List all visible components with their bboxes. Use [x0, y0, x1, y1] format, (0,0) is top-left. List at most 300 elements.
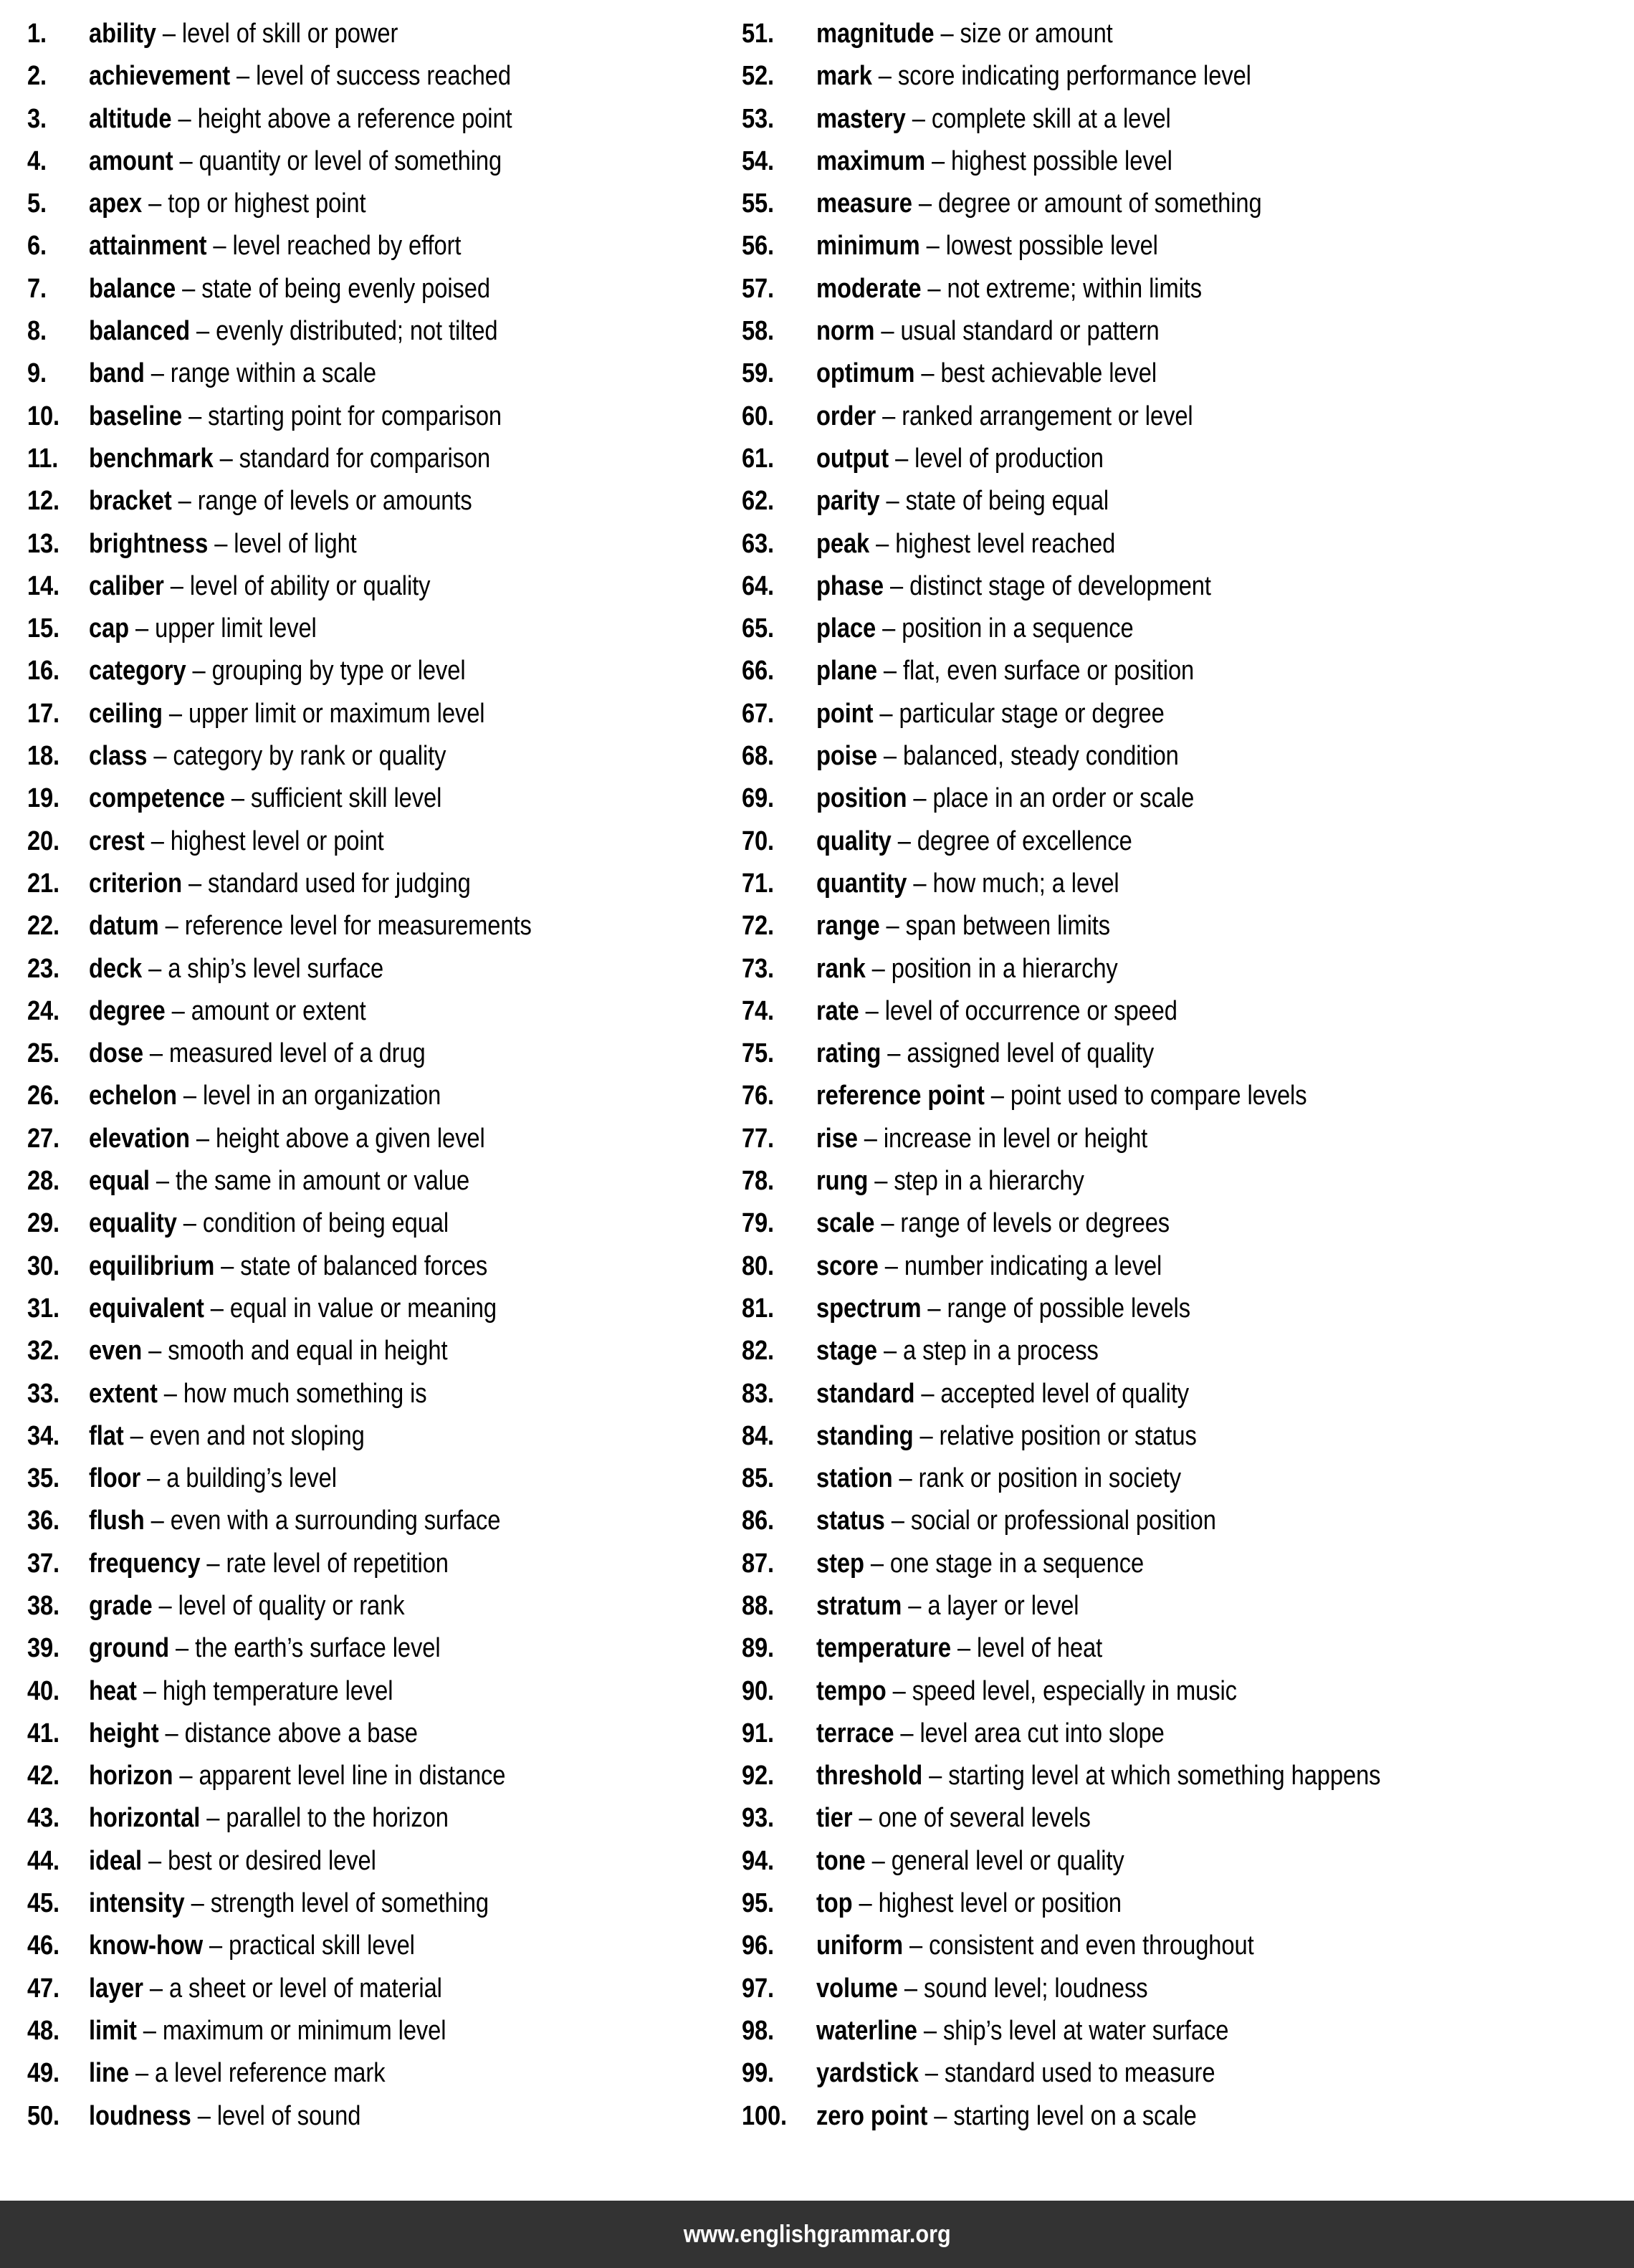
list-item-number: 64. — [742, 570, 774, 601]
list-item-definition: level in an organization — [202, 1081, 441, 1111]
list-item — [27, 693, 742, 735]
list-item-word: scale — [816, 1208, 875, 1239]
list-item-word: score — [816, 1250, 879, 1281]
list-item — [742, 1713, 1634, 1755]
list-item — [742, 1500, 1634, 1542]
list-item-definition: starting level at which something happens — [948, 1761, 1381, 1791]
list-item-separator: – — [144, 358, 171, 389]
list-item-word: height — [89, 1718, 159, 1748]
list-item-separator: – — [874, 316, 901, 347]
list-item-text — [816, 820, 1132, 863]
list-item-separator: – — [208, 528, 234, 559]
list-item-word: temperature — [816, 1633, 951, 1664]
list-item-definition: size or amount — [960, 19, 1113, 49]
list-item-definition: general level or quality — [891, 1845, 1124, 1876]
list-item — [27, 2052, 742, 2095]
list-item-word: ability — [89, 19, 156, 49]
list-item-word: elevation — [89, 1123, 190, 1154]
list-item-definition: level of heat — [977, 1633, 1103, 1664]
list-item-word: extent — [89, 1378, 158, 1409]
list-item-number: 39. — [27, 1633, 59, 1664]
list-item — [742, 1288, 1634, 1330]
list-item-text — [89, 268, 490, 310]
list-item-text — [816, 1202, 1170, 1245]
list-item-word: top — [816, 1888, 853, 1919]
list-item-word: volume — [816, 1973, 898, 2004]
list-item — [27, 523, 742, 565]
list-item-text — [816, 777, 1194, 820]
list-item-number: 16. — [27, 656, 59, 686]
list-item-definition: level of sound — [216, 2100, 361, 2131]
list-item-number: 28. — [27, 1166, 59, 1197]
list-item-text — [89, 990, 366, 1033]
list-item-number: 11. — [27, 443, 59, 474]
list-item-text — [89, 1543, 449, 1585]
list-item — [742, 1415, 1634, 1458]
list-item-text — [89, 2052, 385, 2095]
list-item-definition: category by rank or quality — [173, 741, 446, 772]
list-item-word: class — [89, 741, 148, 772]
list-item-number: 62. — [742, 486, 774, 517]
list-item-separator: – — [864, 1548, 890, 1579]
list-item-number: 99. — [742, 2058, 774, 2089]
list-item-separator: – — [865, 1845, 892, 1876]
list-item-word: ground — [89, 1633, 170, 1664]
list-item-text — [816, 1415, 1197, 1458]
list-item — [742, 1797, 1634, 1839]
list-item-definition: number indicating a level — [904, 1250, 1162, 1281]
list-item-separator: – — [171, 486, 198, 517]
list-item-text — [816, 1925, 1254, 1967]
list-item-word: loudness — [89, 2100, 191, 2131]
list-item-number: 96. — [742, 1930, 774, 1961]
list-item-text — [89, 693, 484, 735]
list-item-definition: maximum or minimum level — [162, 2015, 446, 2046]
list-item — [27, 1925, 742, 1967]
list-item-text — [816, 2095, 1197, 2138]
list-item-word: know-how — [89, 1930, 204, 1961]
list-item-word: point — [816, 698, 874, 729]
list-item-text — [89, 310, 498, 353]
list-item-number: 44. — [27, 1845, 59, 1876]
list-item-text — [816, 608, 1134, 650]
list-item-text — [816, 523, 1115, 565]
list-item — [27, 55, 742, 97]
list-item-number: 93. — [742, 1803, 774, 1834]
list-item-text — [89, 480, 472, 522]
list-item-text — [89, 1245, 487, 1288]
list-item-separator: – — [884, 1506, 911, 1536]
list-item-number: 91. — [742, 1718, 774, 1748]
list-item-text — [89, 1033, 426, 1075]
list-item-definition: level of quality or rank — [178, 1590, 405, 1621]
list-item-text — [816, 905, 1110, 947]
list-item-separator: – — [176, 1081, 203, 1111]
list-item-definition: best achievable level — [940, 358, 1157, 389]
list-item-definition: best or desired level — [168, 1845, 376, 1876]
list-item-text — [816, 1288, 1190, 1330]
list-item-text — [89, 1627, 440, 1670]
list-item-word: spectrum — [816, 1293, 922, 1324]
list-item-word: step — [816, 1548, 864, 1579]
list-item-separator: – — [907, 783, 933, 814]
list-item-word: stage — [816, 1336, 877, 1367]
list-item-number: 76. — [742, 1081, 774, 1111]
list-item-definition: a step in a process — [903, 1336, 1099, 1367]
list-item-number: 98. — [742, 2015, 774, 2046]
list-item-text — [89, 183, 366, 225]
list-item — [27, 140, 742, 183]
list-item-word: layer — [89, 1973, 143, 2004]
list-item-number: 41. — [27, 1718, 59, 1748]
list-item-number: 26. — [27, 1081, 59, 1111]
list-item-word: standing — [816, 1420, 914, 1451]
list-item-text — [89, 55, 511, 97]
list-item-definition: level of ability or quality — [189, 570, 431, 601]
list-item-definition: span between limits — [905, 911, 1111, 942]
list-item — [742, 863, 1634, 905]
list-item — [742, 1925, 1634, 1967]
list-item — [742, 438, 1634, 480]
list-item — [742, 905, 1634, 947]
list-item — [742, 1160, 1634, 1202]
list-item-definition: state of being evenly poised — [201, 273, 490, 304]
list-item-text — [816, 1373, 1189, 1415]
list-item-word: degree — [89, 995, 166, 1026]
list-item-definition: ranked arrangement or level — [902, 401, 1193, 431]
list-item-separator: – — [182, 401, 209, 431]
list-item — [27, 2095, 742, 2138]
list-item — [27, 990, 742, 1033]
list-item — [742, 353, 1634, 395]
list-item-text — [816, 650, 1194, 692]
list-item-text — [816, 1330, 1099, 1372]
list-item-word: rank — [816, 953, 866, 984]
list-item-number: 55. — [742, 188, 774, 219]
list-item-number: 48. — [27, 2015, 59, 2046]
list-item-separator: – — [142, 1336, 168, 1367]
list-item-definition: level of success reached — [256, 61, 511, 92]
list-item — [27, 777, 742, 820]
list-item-text — [816, 1882, 1122, 1925]
list-item-text — [816, 225, 1158, 267]
list-item-definition: accepted level of quality — [940, 1378, 1190, 1409]
list-item-definition: a ship’s level surface — [168, 953, 384, 984]
list-item-word: place — [816, 613, 876, 644]
list-item-definition: one of several levels — [878, 1803, 1091, 1834]
list-item — [27, 1882, 742, 1925]
list-item — [27, 183, 742, 225]
list-item-separator: – — [129, 613, 156, 644]
list-item-text — [816, 565, 1211, 608]
list-item-number: 25. — [27, 1038, 59, 1069]
list-item-separator: – — [163, 570, 190, 601]
list-item-separator: – — [224, 783, 251, 814]
list-item — [27, 225, 742, 267]
list-item — [27, 1543, 742, 1585]
list-item-number: 82. — [742, 1336, 774, 1367]
list-item-word: bracket — [89, 486, 172, 517]
list-item-number: 30. — [27, 1250, 59, 1281]
list-item-number: 34. — [27, 1420, 59, 1451]
list-item — [27, 820, 742, 863]
list-item — [742, 735, 1634, 777]
list-item-definition: a level reference mark — [155, 2058, 386, 2089]
list-item — [742, 1330, 1634, 1372]
list-item-definition: highest level reached — [895, 528, 1116, 559]
list-item-word: flush — [89, 1506, 145, 1536]
list-item-separator: – — [921, 273, 947, 304]
list-item-word: status — [816, 1506, 885, 1536]
list-item-word: rise — [816, 1123, 858, 1154]
list-item-word: achievement — [89, 61, 231, 92]
list-item-text — [89, 1500, 500, 1542]
list-item-separator: – — [143, 1038, 170, 1069]
list-item-definition: even and not sloping — [149, 1420, 365, 1451]
list-item — [742, 1118, 1634, 1160]
list-item-number: 54. — [742, 145, 774, 176]
list-item-text — [89, 1458, 337, 1500]
list-item-word: grade — [89, 1590, 153, 1621]
list-item-definition: one stage in a sequence — [889, 1548, 1145, 1579]
list-item-number: 31. — [27, 1293, 59, 1324]
list-item-separator: – — [927, 2100, 954, 2131]
list-item-word: tone — [816, 1845, 866, 1876]
list-item-separator: – — [176, 273, 202, 304]
list-item-separator: – — [162, 698, 188, 729]
list-item-text — [816, 1118, 1147, 1160]
list-item-separator: – — [913, 1420, 940, 1451]
list-item-text — [816, 693, 1165, 735]
list-item-definition: speed level, especially in music — [912, 1675, 1237, 1706]
list-item-word: even — [89, 1336, 143, 1367]
list-item — [27, 268, 742, 310]
list-item-word: criterion — [89, 868, 182, 899]
list-item-word: quantity — [816, 868, 907, 899]
list-item-text — [89, 1882, 489, 1925]
list-item — [27, 1288, 742, 1330]
list-item-word: quality — [816, 826, 892, 856]
list-item-number: 78. — [742, 1166, 774, 1197]
list-item-definition: range within a scale — [170, 358, 376, 389]
list-item-separator: – — [876, 401, 902, 431]
list-item — [27, 863, 742, 905]
list-item-word: magnitude — [816, 19, 935, 49]
list-item-number: 87. — [742, 1548, 774, 1579]
list-item-text — [89, 396, 502, 438]
list-item-text — [89, 2095, 360, 2138]
list-item-text — [816, 1627, 1102, 1670]
list-item-text — [89, 438, 490, 480]
list-item-number: 66. — [742, 656, 774, 686]
list-item-word: tier — [816, 1803, 853, 1834]
list-item-definition: standard for comparison — [239, 443, 491, 474]
list-item-definition: level area cut into slope — [919, 1718, 1165, 1748]
list-item-text — [89, 1797, 449, 1839]
list-item-text — [816, 1670, 1237, 1713]
list-item-definition: rank or position in society — [918, 1463, 1182, 1494]
list-item-word: baseline — [89, 401, 183, 431]
list-item-word: zero point — [816, 2100, 928, 2131]
list-item-word: minimum — [816, 231, 920, 262]
list-item-text — [89, 1755, 505, 1797]
list-item — [27, 735, 742, 777]
list-item-text — [89, 1330, 447, 1372]
list-item-separator: – — [859, 995, 885, 1026]
list-item — [742, 1840, 1634, 1882]
list-item — [742, 140, 1634, 183]
list-item-separator: – — [157, 1378, 183, 1409]
list-item-word: crest — [89, 826, 145, 856]
list-item-definition: height above a given level — [215, 1123, 485, 1154]
list-item — [742, 55, 1634, 97]
list-item — [27, 396, 742, 438]
list-item-word: equal — [89, 1166, 150, 1197]
list-item — [742, 1755, 1634, 1797]
list-item-definition: state of being equal — [905, 486, 1109, 517]
list-item-word: horizontal — [89, 1803, 201, 1834]
list-item-separator: – — [184, 1888, 211, 1919]
list-item-number: 5. — [27, 188, 47, 219]
list-item-word: band — [89, 358, 145, 389]
list-item-number: 94. — [742, 1845, 774, 1876]
list-item-number: 49. — [27, 2058, 59, 2089]
list-item-separator: – — [165, 995, 191, 1026]
list-item-number: 72. — [742, 911, 774, 942]
list-item-separator: – — [176, 1208, 203, 1239]
list-item-word: equality — [89, 1208, 177, 1239]
list-item-separator: – — [984, 1081, 1010, 1111]
list-item — [742, 650, 1634, 692]
list-item-word: equilibrium — [89, 1250, 215, 1281]
list-item — [742, 13, 1634, 55]
list-item-separator: – — [876, 1336, 904, 1367]
list-item-separator: – — [934, 19, 960, 49]
list-item-separator: – — [169, 1633, 196, 1664]
list-item-text — [89, 565, 430, 608]
list-item-text — [816, 1543, 1144, 1585]
list-item-separator: – — [191, 2100, 217, 2131]
list-item — [742, 98, 1634, 140]
list-item-word: order — [816, 401, 876, 431]
list-item-separator: – — [878, 1250, 904, 1281]
list-item-definition: starting point for comparison — [208, 401, 502, 431]
list-item — [742, 990, 1634, 1033]
list-item-definition: complete skill at a level — [931, 103, 1171, 134]
list-item-number: 27. — [27, 1123, 59, 1154]
list-item — [27, 650, 742, 692]
list-item-text — [816, 438, 1104, 480]
list-item-separator: – — [230, 61, 257, 92]
list-item-word: attainment — [89, 231, 207, 262]
list-item-number: 79. — [742, 1208, 774, 1239]
list-item-separator: – — [918, 2058, 945, 2089]
list-item-separator: – — [903, 1930, 930, 1961]
list-item-definition: level of occurrence or speed — [884, 995, 1177, 1026]
list-item — [742, 1670, 1634, 1713]
list-item — [27, 98, 742, 140]
list-item-separator: – — [889, 443, 915, 474]
list-item-number: 92. — [742, 1761, 774, 1791]
list-item-definition: usual standard or pattern — [900, 316, 1160, 347]
list-item-definition: strength level of something — [210, 1888, 489, 1919]
list-item-number: 1. — [27, 19, 47, 49]
list-item-text — [816, 863, 1119, 905]
list-item-number: 14. — [27, 570, 59, 601]
list-item-definition: position in a hierarchy — [891, 953, 1118, 984]
list-item-word: rate — [816, 995, 859, 1026]
list-item-number: 83. — [742, 1378, 774, 1409]
list-item-text — [816, 1033, 1154, 1075]
list-item — [742, 565, 1634, 608]
list-item — [742, 1882, 1634, 1925]
list-item-number: 4. — [27, 145, 47, 176]
list-item-definition: highest level or position — [878, 1888, 1122, 1919]
list-item-number: 18. — [27, 741, 59, 772]
list-item-number: 24. — [27, 995, 59, 1026]
list-item-word: ideal — [89, 1845, 143, 1876]
list-item-separator: – — [897, 1973, 924, 2004]
list-item — [27, 608, 742, 650]
footer-website-label: www.englishgrammar.org — [683, 2220, 951, 2248]
list-item-word: brightness — [89, 528, 209, 559]
list-item-separator: – — [868, 1166, 894, 1197]
list-item-word: uniform — [816, 1930, 904, 1961]
list-item-separator: – — [919, 231, 946, 262]
list-item-separator: – — [886, 1675, 912, 1706]
list-item-separator: – — [156, 19, 182, 49]
list-item-word: output — [816, 443, 889, 474]
list-item-text — [816, 396, 1193, 438]
list-item-text — [816, 353, 1157, 395]
list-item-word: equivalent — [89, 1293, 204, 1324]
list-item-definition: score indicating performance level — [897, 61, 1251, 92]
list-item — [742, 2095, 1634, 2138]
list-item — [742, 523, 1634, 565]
list-item-definition: point used to compare levels — [1010, 1081, 1307, 1111]
list-item-number: 100. — [742, 2100, 787, 2131]
list-item-word: tempo — [816, 1675, 887, 1706]
list-item-number: 95. — [742, 1888, 774, 1919]
list-item — [742, 1075, 1634, 1117]
list-item-definition: rate level of repetition — [226, 1548, 449, 1579]
list-item-number: 90. — [742, 1675, 774, 1706]
list-item-text — [89, 735, 446, 777]
list-item-text — [89, 1373, 427, 1415]
list-item-word: norm — [816, 316, 875, 347]
list-item — [27, 1458, 742, 1500]
list-item-definition: degree or amount of something — [937, 188, 1262, 219]
list-item-separator: – — [144, 1506, 171, 1536]
list-item-number: 73. — [742, 953, 774, 984]
list-item-definition: top or highest point — [168, 188, 366, 219]
list-item — [742, 608, 1634, 650]
list-item — [27, 1755, 742, 1797]
list-item-word: category — [89, 656, 186, 686]
list-item-separator: – — [912, 188, 938, 219]
list-item-separator: – — [917, 2015, 943, 2046]
list-item-text — [89, 140, 502, 183]
list-item-definition: the earth’s surface level — [195, 1633, 441, 1664]
list-item-text — [89, 98, 512, 140]
list-item-separator: – — [173, 145, 199, 176]
list-item-word: limit — [89, 2015, 137, 2046]
list-item-word: threshold — [816, 1761, 923, 1791]
list-item-text — [816, 990, 1177, 1033]
list-item-definition: sufficient skill level — [250, 783, 442, 814]
list-item-definition: grouping by type or level — [211, 656, 466, 686]
list-item-definition: apparent level line in distance — [199, 1761, 506, 1791]
